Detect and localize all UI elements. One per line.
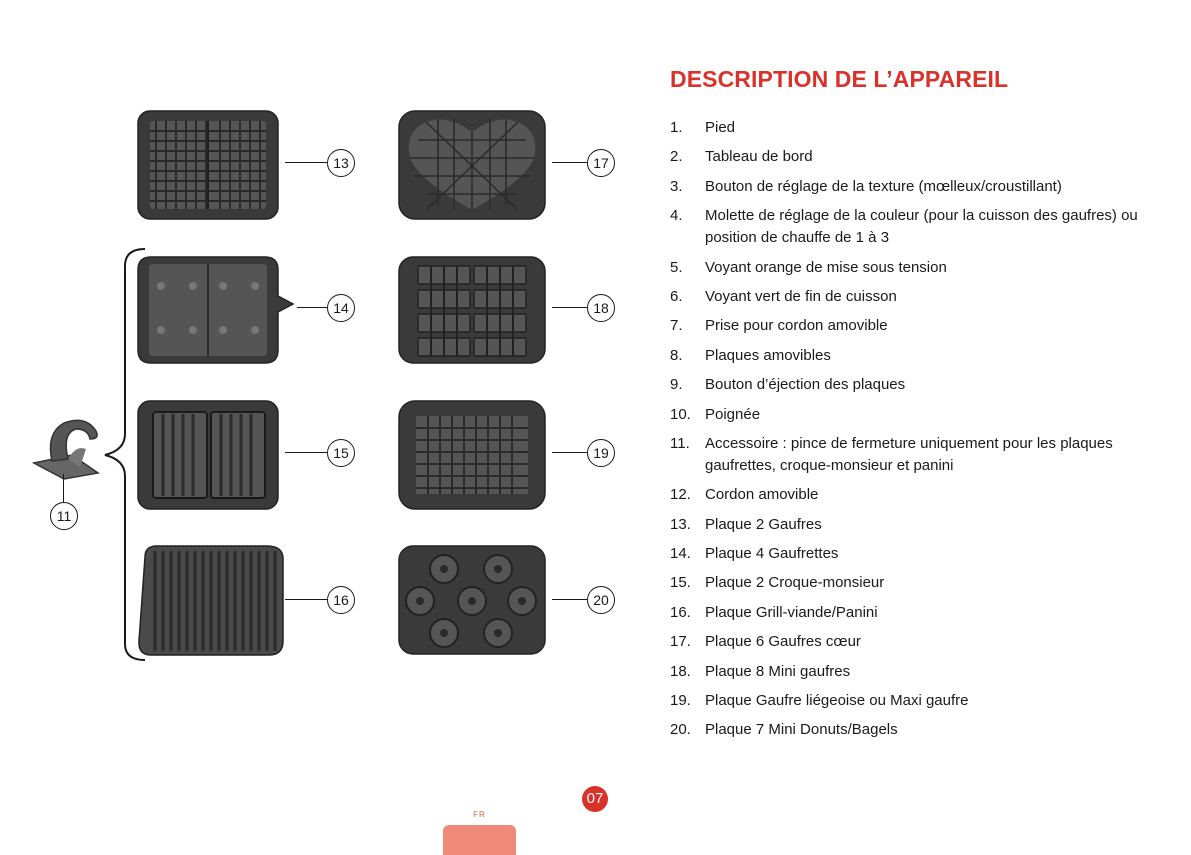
item-number: 12. <box>670 486 691 504</box>
callout-17: 17 <box>587 149 615 177</box>
plate-16-image <box>137 545 285 657</box>
plate-13-image <box>137 110 279 220</box>
list-item <box>670 631 1170 653</box>
list-item <box>670 484 1170 506</box>
item-text: Voyant orange de mise sous tension <box>705 258 947 276</box>
leader-line <box>552 162 587 163</box>
item-number: 18. <box>670 662 691 680</box>
callout-20: 20 <box>587 586 615 614</box>
callout-13: 13 <box>327 149 355 177</box>
item-text: Voyant vert de fin de cuisson <box>705 287 897 305</box>
list-item <box>670 690 1170 712</box>
item-number: 19. <box>670 692 691 710</box>
item-text: Pied <box>705 119 736 136</box>
item-text: Bouton d’éjection des plaques <box>705 376 906 394</box>
item-number: 15. <box>670 574 691 592</box>
list-item <box>670 257 1170 279</box>
item-text: Plaque 8 Mini gaufres <box>705 662 851 680</box>
leader-line <box>285 452 328 453</box>
item-text: Plaques amovibles <box>705 346 831 364</box>
list-item <box>670 374 1170 396</box>
leader-line <box>552 452 587 453</box>
item-number: 9. <box>670 376 683 394</box>
list-item <box>670 433 1170 477</box>
leader-line <box>552 599 587 600</box>
item-number: 20. <box>670 721 691 739</box>
leader-line <box>285 599 328 600</box>
plate-19-image <box>398 400 546 510</box>
plate-15-image <box>137 400 279 510</box>
list-item <box>670 404 1170 426</box>
callout-16: 16 <box>327 586 355 614</box>
callout-18: 18 <box>587 294 615 322</box>
leader-line <box>297 307 328 308</box>
item-text: Plaque Grill-viande/Panini <box>705 603 878 621</box>
item-text: Plaque 2 Gaufres <box>705 515 822 533</box>
language-label: FR <box>473 810 486 819</box>
item-text: Molette de réglage de la couleur (pour la cuisson des gaufres) ou position de chauffe de 1 à 3 <box>705 207 1138 247</box>
language-tab <box>443 825 516 855</box>
item-number: 10. <box>670 405 691 423</box>
item-number: 1. <box>670 119 683 136</box>
item-number: 5. <box>670 258 683 276</box>
parts-list <box>670 117 1170 749</box>
item-text: Plaque 7 Mini Donuts/Bagels <box>705 721 898 739</box>
list-item <box>670 719 1170 741</box>
list-item <box>670 146 1170 168</box>
callout-11: 11 <box>50 502 78 530</box>
item-number: 6. <box>670 287 683 305</box>
page-number: 07 <box>582 786 608 812</box>
callout-19: 19 <box>587 439 615 467</box>
callout-15: 15 <box>327 439 355 467</box>
list-item <box>670 661 1170 683</box>
item-number: 2. <box>670 148 683 166</box>
list-item <box>670 286 1170 308</box>
list-item <box>670 117 1170 139</box>
item-text: Poignée <box>705 405 761 423</box>
plate-14-image <box>137 256 297 364</box>
item-number: 4. <box>670 207 683 225</box>
leader-line <box>552 307 587 308</box>
item-number: 16. <box>670 603 691 621</box>
leader-line <box>285 162 328 163</box>
item-text: Plaque 6 Gaufres cœur <box>705 633 861 651</box>
item-text: Plaque 2 Croque-monsieur <box>705 574 885 592</box>
item-number: 7. <box>670 317 683 335</box>
clip-accessory-image <box>24 415 104 485</box>
callout-14: 14 <box>327 294 355 322</box>
list-item <box>670 543 1170 565</box>
list-item <box>670 602 1170 624</box>
plate-17-image <box>398 110 546 220</box>
item-number: 11. <box>670 434 690 452</box>
list-item <box>670 315 1170 337</box>
item-number: 17. <box>670 633 691 651</box>
item-text: Accessoire : pince de fermeture uniquement pour les plaques gaufrettes, croque-monsieur et panini <box>705 434 1113 474</box>
item-text: Cordon amovible <box>705 486 819 504</box>
item-text: Prise pour cordon amovible <box>705 317 888 335</box>
plate-18-image <box>398 256 546 364</box>
item-number: 3. <box>670 177 683 195</box>
item-text: Plaque Gaufre liégeoise ou Maxi gaufre <box>705 692 969 710</box>
item-number: 8. <box>670 346 683 364</box>
page-title: DESCRIPTION DE L’APPAREIL <box>670 66 1009 92</box>
list-item <box>670 345 1170 367</box>
list-item <box>670 176 1170 198</box>
plate-20-image <box>398 545 546 655</box>
list-item <box>670 205 1170 249</box>
leader-line <box>63 474 64 504</box>
item-number: 13. <box>670 515 691 533</box>
item-text: Tableau de bord <box>705 148 813 166</box>
item-number: 14. <box>670 545 691 563</box>
item-text: Plaque 4 Gaufrettes <box>705 545 839 563</box>
list-item <box>670 514 1170 536</box>
item-text: Bouton de réglage de la texture (mœlleux/croustillant) <box>705 177 1062 195</box>
list-item <box>670 572 1170 594</box>
